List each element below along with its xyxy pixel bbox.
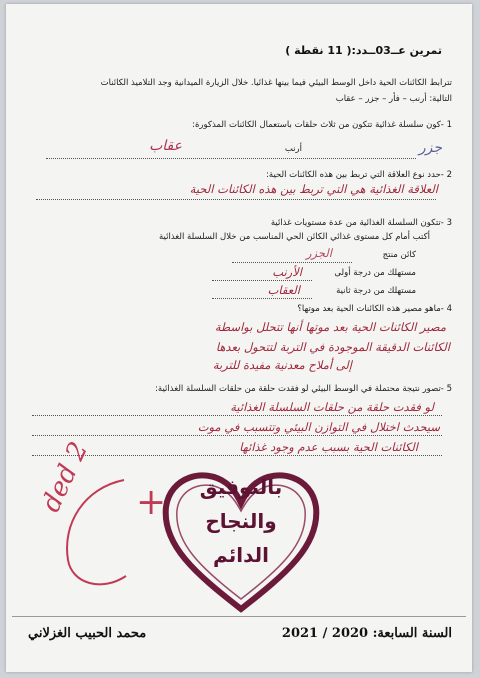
exercise-title: تمرين عــ03ــدد:( 11 نقطة ) bbox=[285, 44, 442, 57]
level-primary-label: مستهلك من درجة أولى bbox=[334, 268, 416, 278]
footer-school-year: السنة السابعة: 2020 / 2021 bbox=[281, 626, 452, 641]
blessing-heart bbox=[156, 459, 326, 619]
level-producer-label: كائن منتج bbox=[382, 250, 416, 260]
blessing-line-3: الدائم bbox=[213, 543, 269, 567]
q4-answer-line-3: إلى أملاح معدنية مفيدة للتربة bbox=[212, 358, 352, 372]
level-primary-line bbox=[212, 280, 312, 281]
q5-answer-line-1-dots bbox=[32, 415, 442, 416]
q1-answer-producer: جزر bbox=[418, 140, 442, 156]
intro-line-2: التالية: أرنب – فأر – جزر – عقاب bbox=[335, 94, 452, 104]
grade-circle-scribble-icon bbox=[54, 474, 144, 594]
q2-answer: العلاقة الغذائية هي التي تربط بين هذه الكائنات الحية bbox=[189, 182, 438, 196]
intro-line-1: تترابط الكائنات الحية داخل الوسط البيئي فيما بينها غذائيا. خلال الزيارة الميدانية وجد التلاميذ الكائنات bbox=[100, 78, 452, 88]
grade-cross: + bbox=[136, 482, 167, 523]
question-3: 3 -تتكون السلسلة الغذائية من عدة مستويات غذائية bbox=[270, 218, 452, 228]
question-1: 1 -كون سلسلة غذائية تتكون من ثلاث حلقات باستعمال الكائنات المذكورة: bbox=[192, 120, 452, 130]
level-producer-answer: الجزر bbox=[305, 246, 332, 260]
level-secondary-answer: العقاب bbox=[267, 283, 300, 297]
question-3-instruction: أكتب أمام كل مستوى غذائي الكائن الحي المناسب من خلال السلسلة الغذائية bbox=[158, 232, 430, 242]
footer-divider bbox=[12, 616, 466, 617]
worksheet bbox=[6, 4, 472, 672]
q2-answer-line bbox=[36, 199, 436, 200]
q5-answer-line-2-dots bbox=[32, 435, 442, 436]
q1-answer-predator: عقاب bbox=[149, 138, 182, 154]
q1-answer-line bbox=[46, 158, 416, 159]
q5-answer-line-2: سيحدث اختلال في التوازن البيئي وتتسبب في موت bbox=[197, 420, 440, 434]
level-primary-answer: الأرنب bbox=[272, 265, 302, 279]
blessing-line-1: بالتوفيق bbox=[199, 475, 283, 499]
q5-answer-line-1: لو فقدت حلقة من حلقات السلسلة الغذائية bbox=[230, 400, 434, 414]
level-secondary-line bbox=[212, 298, 312, 299]
question-4: 4 -ماهو مصير هذه الكائنات الحية بعد موتها؟ bbox=[297, 304, 452, 314]
question-5: 5 -تصور نتيجة محتملة في الوسط البيئي لو فقدت حلقة من حلقات السلسلة الغذائية: bbox=[155, 384, 452, 394]
q4-answer-line-1: مصير الكائنات الحية بعد موتها أنها تتحلل بواسطة bbox=[214, 320, 446, 334]
q5-answer-line-3-dots bbox=[32, 455, 442, 456]
level-secondary-label: مستهلك من درجة ثانية bbox=[336, 286, 416, 296]
q1-printed-consumer: أرنب bbox=[284, 144, 302, 154]
level-producer-line bbox=[232, 262, 352, 263]
q5-answer-line-3: الكائنات الحية بسبب عدم وجود غذائها bbox=[239, 440, 418, 454]
question-2: 2 -حدد نوع العلاقة التي تربط بين هذه الكائنات الحية: bbox=[266, 170, 452, 180]
grade-score: 2 ded bbox=[36, 437, 95, 517]
footer-teacher: محمد الحبيب الغزلاني bbox=[28, 626, 147, 641]
q4-answer-line-2: الكائنات الدقيقة الموجودة في التربة لتتحول بعدها bbox=[215, 340, 450, 354]
blessing-line-2: والنجاح bbox=[205, 509, 277, 533]
